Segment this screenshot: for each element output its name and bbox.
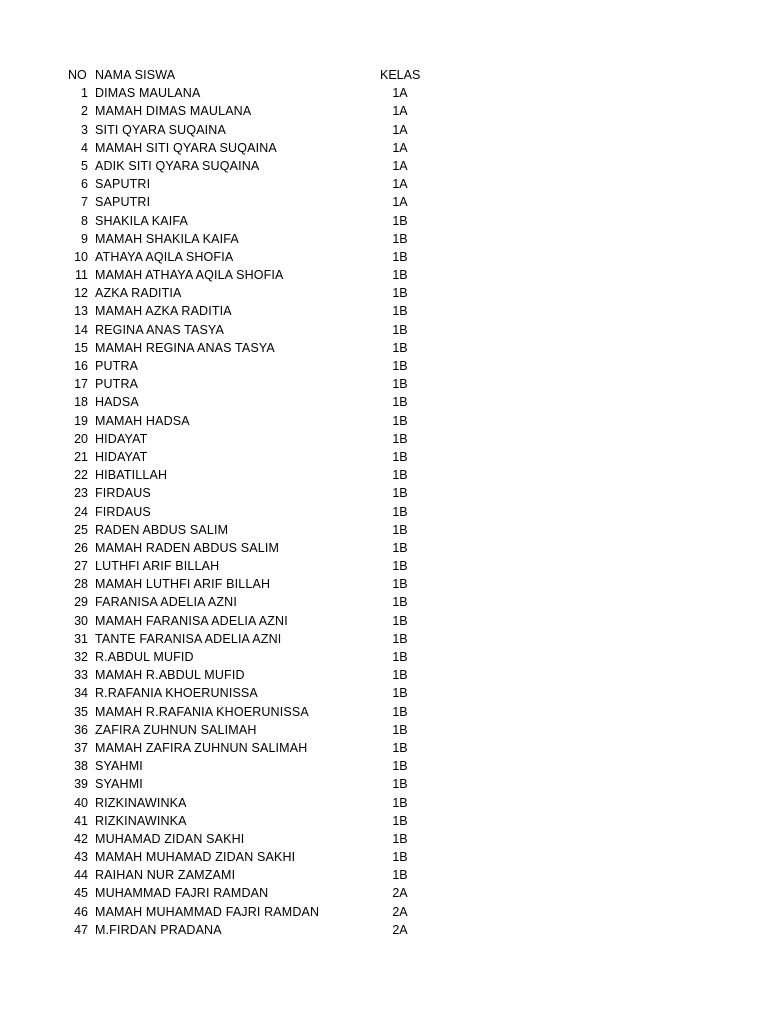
table-row [0, 448, 768, 466]
row-number: 32 [74, 650, 88, 664]
header-name: NAMA SISWA [95, 68, 176, 82]
student-name: ADIK SITI QYARA SUQAINA [95, 158, 260, 173]
student-name: MAMAH REGINA ANAS TASYA [95, 340, 275, 355]
table-row [0, 794, 768, 812]
row-number: 28 [74, 577, 88, 592]
row-number: 33 [74, 668, 88, 683]
row-number: 39 [74, 777, 88, 792]
row-number: 2 [81, 104, 88, 119]
table-row [0, 212, 768, 230]
table-row [0, 593, 768, 611]
student-name: RADEN ABDUS SALIM [95, 522, 229, 537]
row-number: 3 [81, 122, 88, 137]
student-name: MAMAH HADSA [95, 413, 190, 428]
table-row [0, 375, 768, 393]
student-class: 1A [392, 195, 408, 210]
student-class: 1B [392, 686, 408, 701]
student-class: 1B [392, 377, 408, 392]
table-row [0, 157, 768, 175]
table-row [0, 757, 768, 775]
student-name: ZAFIRA ZUHNUN SALIMAH [95, 722, 257, 737]
student-name: MAMAH ZAFIRA ZUHNUN SALIMAH [95, 740, 308, 755]
row-number: 17 [74, 377, 88, 392]
student-name: SAPUTRI [95, 195, 151, 210]
table-row [0, 357, 768, 375]
row-number: 37 [74, 740, 88, 755]
student-class: 1A [392, 104, 408, 119]
row-number: 29 [74, 595, 88, 610]
table-row [0, 503, 768, 521]
student-name: MAMAH MUHAMMAD FAJRI RAMDAN [95, 904, 320, 919]
table-row [0, 102, 768, 120]
table-row [0, 175, 768, 193]
table-row [0, 830, 768, 848]
student-name: RAIHAN NUR ZAMZAMI [95, 868, 236, 883]
table-row [0, 484, 768, 502]
student-name: M.FIRDAN PRADANA [95, 922, 222, 937]
row-number: 34 [74, 686, 88, 701]
table-row [0, 539, 768, 557]
student-class: 2A [392, 922, 408, 937]
student-class: 1B [392, 813, 408, 828]
student-class: 1B [392, 668, 408, 683]
row-number: 16 [74, 359, 88, 373]
student-name: FARANISA ADELIA AZNI [95, 595, 237, 610]
student-name: MAMAH ATHAYA AQILA SHOFIA [95, 268, 284, 283]
student-class: 1A [392, 122, 408, 137]
table-row [0, 302, 768, 320]
table-row [0, 630, 768, 648]
student-class: 1B [392, 795, 408, 810]
table-row [0, 84, 768, 102]
student-class: 1B [392, 286, 408, 301]
table-row [0, 812, 768, 830]
table-row [0, 557, 768, 575]
table-row [0, 412, 768, 430]
row-number: 21 [74, 449, 88, 464]
row-number: 6 [81, 177, 88, 192]
row-number: 35 [74, 704, 88, 719]
row-number: 14 [74, 322, 88, 337]
student-class: 1B [392, 777, 408, 792]
row-number: 27 [74, 559, 88, 574]
student-name: MAMAH MUHAMAD ZIDAN SAKHI [95, 850, 296, 865]
table-row [0, 430, 768, 448]
row-number: 22 [74, 468, 88, 483]
student-name: MAMAH LUTHFI ARIF BILLAH [95, 577, 271, 592]
row-number: 41 [74, 813, 88, 828]
row-number: 43 [74, 850, 88, 865]
table-row [0, 393, 768, 411]
table-row [0, 121, 768, 139]
table-row [0, 648, 768, 666]
row-number: 9 [81, 231, 88, 246]
table-row [0, 684, 768, 702]
student-class: 1B [392, 449, 408, 464]
student-name: HIDAYAT [95, 449, 148, 464]
student-name: FIRDAUS [95, 486, 151, 501]
student-name: LUTHFI ARIF BILLAH [95, 559, 220, 574]
table-row [0, 266, 768, 284]
student-class: 1B [392, 650, 408, 664]
row-number: 45 [74, 886, 88, 901]
student-class: 1B [392, 559, 408, 574]
student-class: 1B [392, 577, 408, 592]
table-row [0, 466, 768, 484]
student-class: 1B [392, 486, 408, 501]
student-class: 1B [392, 595, 408, 610]
row-number: 25 [74, 522, 88, 537]
student-class: 1B [392, 613, 408, 628]
student-name: TANTE FARANISA ADELIA AZNI [95, 631, 282, 646]
row-number: 15 [74, 340, 88, 355]
table-row [0, 575, 768, 593]
student-name: SYAHMI [95, 777, 143, 792]
row-number: 47 [74, 922, 88, 937]
student-class: 1B [392, 504, 408, 519]
row-number: 42 [74, 831, 88, 846]
table-row [0, 884, 768, 902]
student-class: 1B [392, 540, 408, 555]
student-class: 2A [392, 886, 408, 901]
row-number: 10 [74, 249, 88, 264]
row-number: 19 [74, 413, 88, 428]
table-row [0, 921, 768, 939]
table-row [0, 230, 768, 248]
student-class: 1B [392, 759, 408, 774]
student-name: MAMAH FARANISA ADELIA AZNI [95, 613, 288, 628]
row-number: 26 [74, 540, 88, 555]
table-header-row [0, 66, 768, 84]
row-number: 11 [75, 268, 88, 283]
table-row [0, 848, 768, 866]
row-number: 7 [81, 195, 88, 210]
table-row [0, 739, 768, 757]
student-name: MAMAH AZKA RADITIA [95, 304, 232, 319]
table-row [0, 284, 768, 302]
student-name: MAMAH R.RAFANIA KHOERUNISSA [95, 704, 309, 719]
student-class: 1B [392, 722, 408, 737]
student-class: 1B [392, 631, 408, 646]
table-row [0, 903, 768, 921]
student-class: 1B [392, 231, 408, 246]
table-row [0, 612, 768, 630]
table-row [0, 666, 768, 684]
table-row [0, 721, 768, 739]
row-number: 24 [74, 504, 88, 519]
student-name: RIZKINAWINKA [95, 795, 187, 810]
student-name: SYAHMI [95, 759, 143, 774]
table-row [0, 521, 768, 539]
row-number: 20 [74, 431, 88, 446]
row-number: 40 [74, 795, 88, 810]
student-class: 1B [392, 431, 408, 446]
student-class: 1B [392, 395, 408, 410]
table-row [0, 866, 768, 884]
table-row [0, 321, 768, 339]
student-name: MAMAH SITI QYARA SUQAINA [95, 140, 277, 155]
student-class: 1B [392, 831, 408, 846]
student-name: MAMAH DIMAS MAULANA [95, 104, 252, 119]
student-name: SAPUTRI [95, 177, 151, 192]
row-number: 5 [81, 158, 88, 173]
student-class: 1B [392, 340, 408, 355]
student-name: FIRDAUS [95, 504, 151, 519]
student-name: HIDAYAT [95, 431, 148, 446]
row-number: 30 [74, 613, 88, 628]
student-class: 1B [392, 704, 408, 719]
row-number: 13 [74, 304, 88, 319]
student-name: MAMAH R.ABDUL MUFID [95, 668, 245, 683]
row-number: 36 [74, 722, 88, 737]
table-row [0, 193, 768, 211]
student-name: MUHAMMAD FAJRI RAMDAN [95, 886, 269, 901]
row-number: 38 [74, 759, 88, 774]
student-list-sheet [0, 66, 768, 939]
table-row [0, 703, 768, 721]
student-class: 1B [392, 468, 408, 483]
student-class: 1A [392, 177, 408, 192]
table-row [0, 775, 768, 793]
student-name: AZKA RADITIA [95, 286, 182, 301]
student-name: PUTRA [95, 377, 139, 392]
student-class: 1A [392, 158, 408, 173]
student-class: 1A [392, 140, 408, 155]
row-number: 12 [74, 286, 88, 301]
student-name: R.RAFANIA KHOERUNISSA [95, 686, 258, 701]
student-name: RIZKINAWINKA [95, 813, 187, 828]
student-name: ATHAYA AQILA SHOFIA [95, 249, 234, 264]
student-class: 1B [392, 522, 408, 537]
student-class: 2A [392, 904, 408, 919]
student-class: 1B [392, 359, 408, 373]
student-class: 1B [392, 850, 408, 865]
row-number: 46 [74, 904, 88, 919]
row-number: 44 [74, 868, 88, 883]
student-name: R.ABDUL MUFID [95, 650, 194, 664]
student-class: 1B [392, 413, 408, 428]
student-name: DIMAS MAULANA [95, 86, 201, 101]
student-class: 1B [392, 213, 408, 228]
student-class: 1A [392, 86, 408, 101]
row-number: 1 [81, 86, 88, 101]
student-name: HADSA [95, 395, 139, 410]
student-name: HIBATILLAH [95, 468, 168, 483]
row-number: 4 [81, 140, 88, 155]
student-name: REGINA ANAS TASYA [95, 322, 224, 337]
header-kelas: KELAS [380, 68, 421, 82]
table-row [0, 339, 768, 357]
row-number: 8 [81, 213, 88, 228]
student-class: 1B [392, 249, 408, 264]
student-class: 1B [392, 868, 408, 883]
student-name: MAMAH RADEN ABDUS SALIM [95, 540, 280, 555]
header-no: NO [68, 68, 87, 82]
student-class: 1B [392, 304, 408, 319]
table-row [0, 248, 768, 266]
row-number: 31 [74, 631, 88, 646]
student-class: 1B [392, 268, 408, 283]
student-class: 1B [392, 322, 408, 337]
student-name: MAMAH SHAKILA KAIFA [95, 231, 239, 246]
table-body [0, 84, 768, 939]
student-name: PUTRA [95, 359, 139, 373]
table-row [0, 139, 768, 157]
student-name: MUHAMAD ZIDAN SAKHI [95, 831, 245, 846]
student-class: 1B [392, 740, 408, 755]
student-name: SITI QYARA SUQAINA [95, 122, 226, 137]
row-number: 18 [74, 395, 88, 410]
student-name: SHAKILA KAIFA [95, 213, 188, 228]
row-number: 23 [74, 486, 88, 501]
